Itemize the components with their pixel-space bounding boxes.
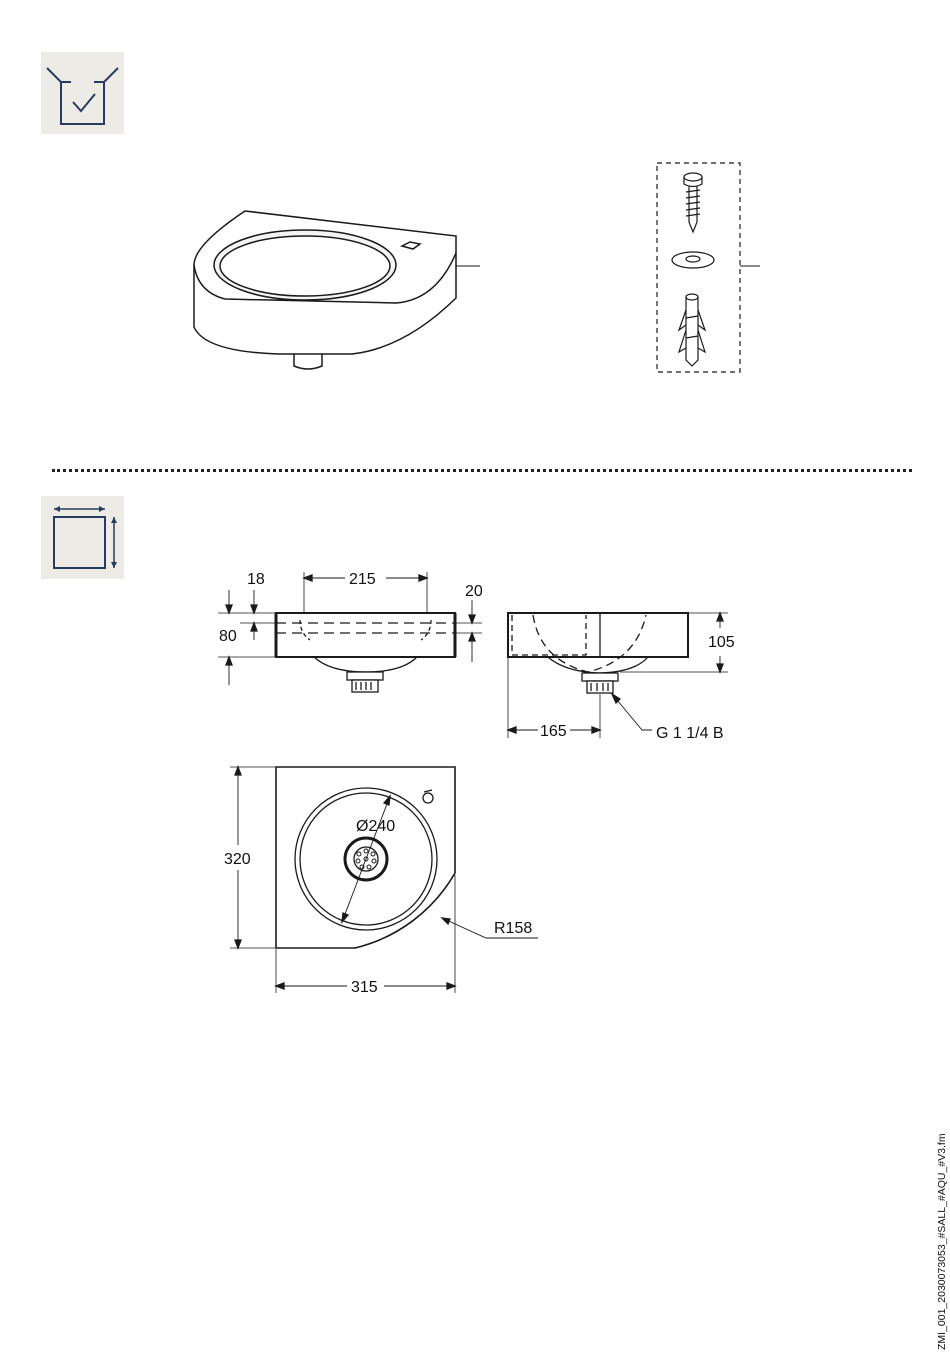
dim-bowl-diameter: Ø240: [356, 818, 396, 835]
fixing-kit: [657, 163, 760, 372]
washer-icon: [672, 252, 714, 268]
dim-height: 80: [219, 628, 237, 645]
dim-rim-thickness: 20: [465, 583, 483, 600]
section-divider: [52, 469, 912, 472]
dim-width: 315: [351, 979, 378, 996]
dim-radius: R158: [494, 920, 533, 937]
document-code-text: ZMI_001_2030073053_#SALL_#AQU_#V3.fm: [936, 1133, 948, 1350]
tap-hole-icon: [423, 790, 433, 803]
dim-depth: 320: [224, 851, 251, 868]
screw-icon: [684, 173, 702, 232]
dim-total-height: 105: [708, 634, 735, 651]
washbasin-isometric: [194, 211, 480, 369]
side-view: [508, 613, 728, 738]
front-view: [218, 572, 482, 692]
dimensions-icon: [41, 496, 124, 579]
top-view: [230, 767, 538, 993]
dim-offset: 165: [540, 723, 567, 740]
dim-basin-width: 215: [349, 571, 376, 588]
dim-depth-flange: 18: [247, 571, 265, 588]
wall-plug-icon: [679, 294, 705, 366]
document-code: [936, 1040, 950, 1350]
dim-drain-thread: G 1 1/4 B: [656, 725, 724, 742]
